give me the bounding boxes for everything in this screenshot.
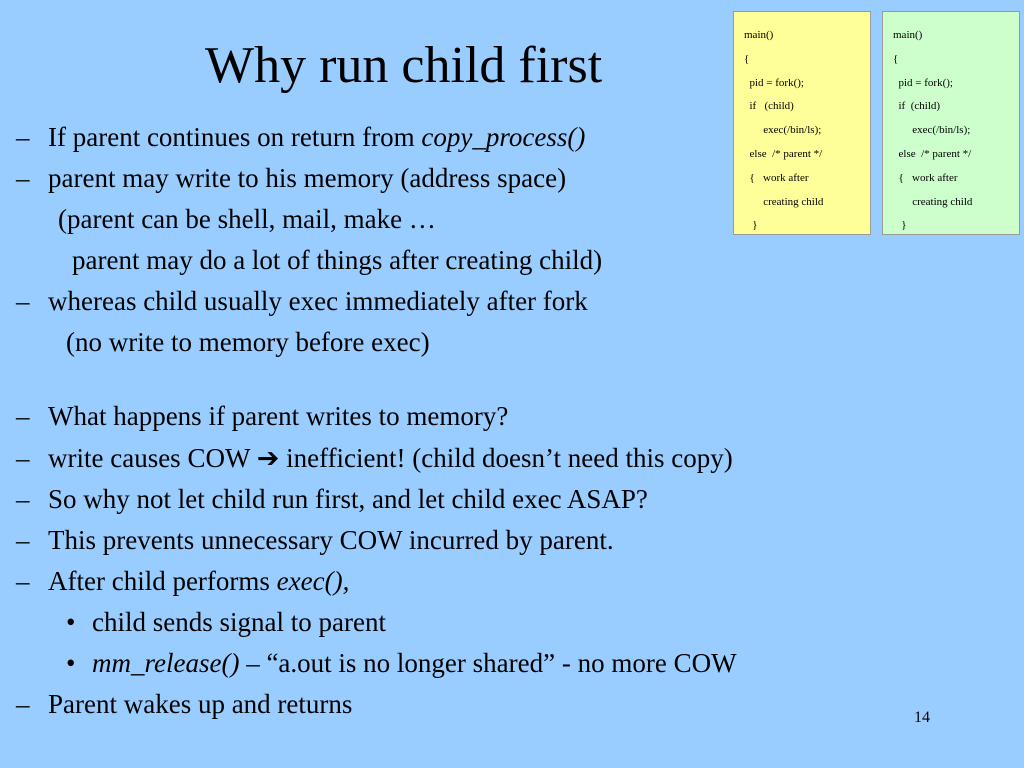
text-line: whereas child usually exec immediately after fork bbox=[48, 286, 588, 316]
dash-bullet: – bbox=[16, 566, 30, 596]
text-line bbox=[92, 646, 737, 680]
text-line: What happens if parent writes to memory? bbox=[48, 401, 509, 431]
dash-bullet: – bbox=[16, 286, 30, 316]
code-line: } bbox=[893, 219, 907, 232]
code-line: { work after bbox=[744, 171, 809, 184]
code-line: creating child bbox=[744, 195, 824, 208]
text-segment: write causes COW bbox=[48, 443, 257, 473]
text-line: Parent wakes up and returns bbox=[48, 689, 353, 719]
text-segment: inefficient! (child doesn’t need this copy) bbox=[279, 443, 733, 473]
code-line: if (child) bbox=[744, 100, 794, 113]
dash-bullet: – bbox=[16, 525, 30, 555]
text-italic: mm_release() bbox=[92, 648, 240, 678]
dash-bullet: – bbox=[16, 689, 30, 719]
code-line: main() bbox=[744, 29, 774, 41]
code-line: if (child) bbox=[893, 100, 941, 113]
text-segment: If parent continues on return from bbox=[48, 122, 422, 152]
round-bullet: • bbox=[66, 648, 76, 678]
round-bullet: • bbox=[66, 607, 76, 637]
code-line: { bbox=[744, 52, 750, 65]
dash-bullet: – bbox=[16, 163, 30, 193]
text-line: So why not let child run first, and let child exec ASAP? bbox=[48, 484, 648, 514]
code-line: else /* parent */ bbox=[893, 147, 972, 160]
code-line: } bbox=[744, 219, 758, 232]
text-line: This prevents unnecessary COW incurred by parent. bbox=[48, 525, 614, 555]
text-segment: After child performs bbox=[48, 566, 277, 596]
text-line bbox=[48, 441, 733, 475]
code-line: pid = fork(); bbox=[893, 76, 953, 89]
text-line bbox=[48, 120, 585, 154]
text-line: parent may write to his memory (address space) bbox=[48, 163, 567, 193]
code-line: exec(/bin/ls); bbox=[744, 124, 822, 137]
dash-bullet: – bbox=[16, 484, 30, 514]
dash-bullet: – bbox=[16, 122, 30, 152]
text-line: parent may do a lot of things after creating child) bbox=[72, 245, 603, 275]
text-line bbox=[48, 564, 349, 598]
dash-bullet: – bbox=[16, 443, 30, 473]
dash-bullet: – bbox=[16, 401, 30, 431]
text-italic: copy_process() bbox=[421, 122, 586, 152]
page-number: 14 bbox=[914, 709, 930, 726]
text-italic: exec(), bbox=[276, 566, 350, 596]
text-line: (parent can be shell, mail, make … bbox=[58, 204, 436, 234]
code-line: main() bbox=[893, 29, 923, 41]
code-line: else /* parent */ bbox=[744, 147, 823, 160]
code-line: exec(/bin/ls); bbox=[893, 124, 971, 137]
text-line: child sends signal to parent bbox=[92, 607, 386, 637]
code-line: { bbox=[893, 52, 899, 65]
code-box-right bbox=[882, 11, 1020, 235]
slide-title: Why run child first bbox=[205, 37, 603, 94]
arrow-icon: ➔ bbox=[256, 443, 280, 473]
code-box-left bbox=[733, 11, 871, 235]
code-line: creating child bbox=[893, 195, 973, 208]
text-line: (no write to memory before exec) bbox=[66, 327, 430, 357]
code-line: { work after bbox=[893, 171, 958, 184]
code-line: pid = fork(); bbox=[744, 76, 804, 89]
text-segment: – “a.out is no longer shared” - no more COW bbox=[239, 648, 737, 678]
